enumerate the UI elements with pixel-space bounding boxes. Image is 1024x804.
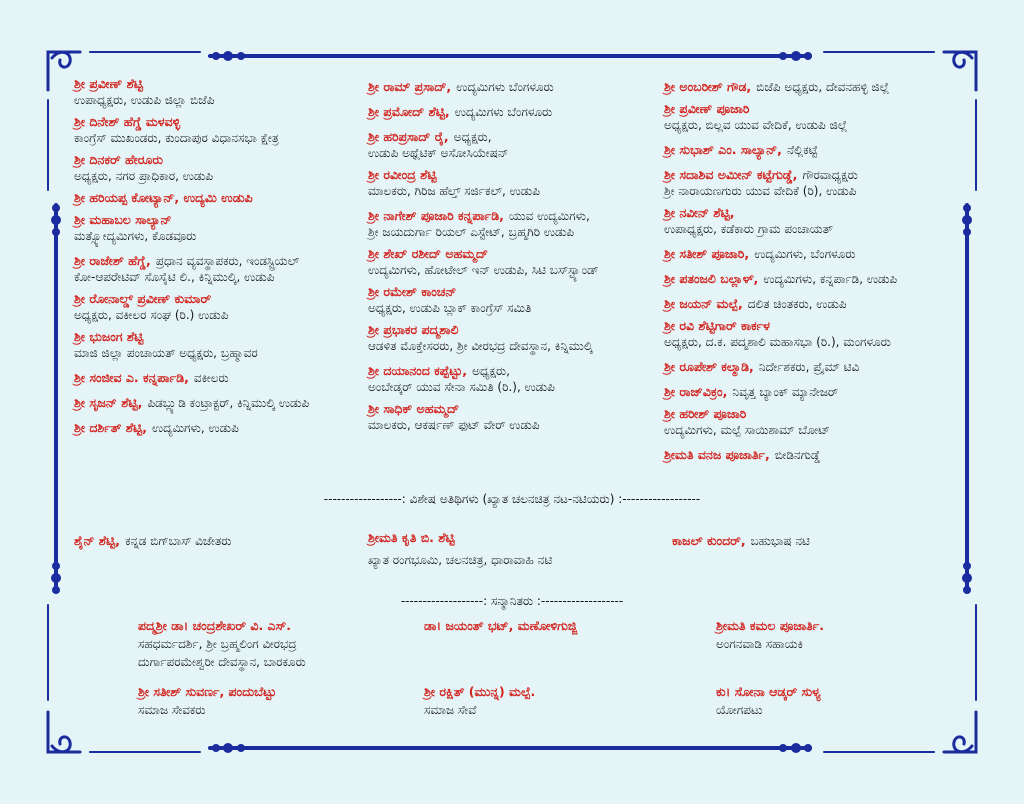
honoree-desc: ಅಂಗನವಾಡಿ ಸಹಾಯಕಿ [716, 637, 804, 651]
list-item [368, 167, 668, 199]
list-item [664, 356, 964, 375]
list-item [664, 268, 964, 287]
person-name: ಶ್ರೀ ಸಾಧಿಕ್ ಅಹಮ್ಮದ್ [368, 401, 460, 416]
person-name: ಶ್ರೀ ರಾಜೇಶ್ ಹೆಗ್ಡೆ, [74, 253, 151, 268]
person-inline-desc: ದಲಿತ ಚಿಂತಕರು, ಉಡುಪಿ [747, 297, 847, 311]
person-desc: ಕಾಂಗ್ರೆಸ್ ಮುಖಂಡರು, ಕುಂದಾಪುರ ವಿಧಾನಸಭಾ ಕ್ಷೇತ್ರ [74, 131, 279, 145]
person-inline-desc: ಗೌರವಾಧ್ಯಕ್ಷರು [802, 168, 858, 182]
person-inline-desc: ಬಿಜೆಪಿ ಅಧ್ಯಕ್ಷರು, ದೇವನಹಳ್ಳಿ ಜಿಲ್ಲೆ [756, 80, 890, 94]
list-item [74, 76, 374, 108]
guest-name: ಕಾಜಲ್ ಕುಂದರ್, [672, 533, 746, 548]
person-inline-desc: ಉದ್ಯಮಿಗಳು, ಕನ್ನರ್ಪಾಡಿ, ಉಡುಪಿ [763, 272, 898, 286]
list-item [74, 291, 374, 323]
person-name: ಶ್ರೀ ನಾಗೇಶ್ ಪೂಜಾರಿ ಕನ್ನರ್ಪಾಡಿ, [368, 208, 504, 223]
person-inline-desc: ಉದ್ಯಮಿಗಳು ಬೆಂಗಳೂರು [456, 80, 554, 94]
person-name: ಶ್ರೀ ಪ್ರವೀಣ್ ಪೂಜಾರಿ [664, 101, 750, 116]
person-name: ಶ್ರೀ ರವಿ ಶೆಟ್ಟಿಗಾರ್ ಕಾರ್ಕಳ [664, 318, 770, 333]
honorees-heading: -------------------: ಸನ್ಮಾನಿತರು :------------------- [400, 594, 624, 608]
person-name: ಶ್ರೀ ಅಂಬರೀಶ್ ಗೌಡ, [664, 79, 752, 94]
honoree-item [424, 684, 535, 718]
person-inline-desc: ಪಿಡಬ್ಲ್ಯುಡಿ ಕಂಟ್ರಾಕ್ಟರ್, ಕಿನ್ನಿಮುಲ್ಕಿ ಉಡುಪಿ [147, 396, 310, 410]
honoree-name: ಶ್ರೀ ರಕ್ಷಿತ್ (ಮುನ್ನ) ಮಲ್ಪೆ. [424, 684, 536, 699]
list-item [74, 190, 374, 206]
list-item [664, 318, 964, 350]
person-inline-desc: ನೆಲ್ಲಿಕಟ್ಟೆ [786, 143, 818, 157]
guest-desc: ಬಹುಭಾಷ ನಟಿ [750, 534, 810, 548]
organizers-column-1 [74, 76, 374, 442]
person-name: ಶ್ರೀ ಹರಿಯಪ್ಪ ಕೋಟ್ಯಾನ್, ಉದ್ಯಮಿ ಉಡುಪಿ [74, 190, 253, 205]
honoree-item [716, 618, 824, 652]
guest-item [74, 530, 231, 549]
list-item [368, 401, 668, 433]
person-inline-desc: ನಿವೃತ್ತ ಬ್ಯಾಂಕ್ ಮ್ಯಾನೇಜರ್ [732, 385, 839, 399]
person-desc: ಅಧ್ಯಕ್ಷರು, ಉಡುಪಿ ಬ್ಲಾಕ್ ಕಾಂಗ್ರೆಸ್ ಸಮಿತಿ [368, 301, 532, 315]
honoree-item [138, 684, 276, 718]
list-item [74, 392, 374, 411]
list-item [74, 417, 374, 436]
person-inline-desc: ಉದ್ಯಮಿಗಳು, ಉಡುಪಿ [152, 421, 239, 435]
person-inline-desc: ಬೀಡಿನಗುಡ್ಡೆ [774, 448, 821, 462]
honoree-name: ಶ್ರೀಮತಿ ಕಮಲ ಪೂಜಾರ್ತಿ. [716, 618, 824, 633]
person-name: ಶ್ರೀ ರವೀಂದ್ರ ಶೆಟ್ಟಿ [368, 167, 437, 182]
person-inline-desc: ವಕೀಲರು [193, 371, 229, 385]
list-item [74, 114, 374, 146]
person-desc: ಮತ್ಸ್ಯೋದ್ಯಮಿಗಳು, ಕೊಡವೂರು [74, 229, 197, 243]
person-name: ಶ್ರೀ ಶೇಖ್ ರಶೀದ್ ಅಹಮ್ಮದ್ [368, 246, 488, 261]
person-name: ಶ್ರೀ ಜಯನ್ ಮಲ್ಪೆ, [664, 296, 743, 311]
honoree-desc: ದುರ್ಗಾಪರಮೇಶ್ವರೀ ದೇವಸ್ಥಾನ, ಬಾರಕೂರು [138, 655, 306, 669]
list-item [368, 205, 668, 240]
list-item [664, 293, 964, 312]
list-item [368, 126, 668, 161]
person-desc: ಅಧ್ಯಕ್ಷರು, ವಕೀಲರ ಸಂಘ (ರಿ.) ಉಡುಪಿ [74, 308, 229, 322]
person-inline-desc: ಅಧ್ಯಕ್ಷರು, [453, 130, 492, 144]
honoree-name: ಪದ್ಮಶ್ರೀ ಡಾ। ಚಂದ್ರಶೇಖರ್ ವಿ. ಎಸ್. [138, 618, 292, 633]
person-desc: ಆಡಳಿತ ಮೊಕ್ತೇಸರರು, ಶ್ರೀ ವೀರಭದ್ರ ದೇವಸ್ಥಾನ, ಕಿನ್ನಿಮುಲ್ಕಿ [368, 339, 593, 353]
person-inline-desc: ಅಧ್ಯಕ್ಷರು, [472, 364, 510, 378]
person-name: ಶ್ರೀ ಸದಾಶಿವ ಅಮೀನ್ ಕಟ್ಟೆಗುಡ್ಡೆ, [664, 167, 798, 182]
list-item [368, 360, 668, 395]
guest-name: ಶ್ರೀಮತಿ ಕೃತಿ ಬಿ. ಶೆಟ್ಟಿ [368, 530, 455, 545]
list-item [74, 152, 374, 184]
person-desc: ಅಧ್ಯಕ್ಷರು, ಬಿಲ್ಲವ ಯುವ ವೇದಿಕೆ, ಉಡುಪಿ ಜಿಲ್ಲೆ [664, 118, 848, 132]
person-inline-desc: ಉದ್ಯಮಿಗಳು, ಬೆಂಗಳೂರು [754, 247, 856, 261]
list-item [368, 322, 668, 354]
person-name: ಶ್ರೀ ಹರೀಶ್ ಪೂಜಾರಿ [664, 406, 747, 421]
person-name: ಶ್ರೀ ದರ್ಶಿತ್ ಶೆಟ್ಟಿ, [74, 420, 147, 435]
honoree-name: ಶ್ರೀ ಸತೀಶ್ ಸುವರ್ಣ, ಪಂದುಬೆಟ್ಟು [138, 684, 277, 699]
guest-item [368, 530, 552, 568]
person-name: ಶ್ರೀ ಪತಂಜಲಿ ಬಲ್ಲಾಳ್, [664, 271, 759, 286]
special-guests-heading: ------------------: ವಿಶೇಷ ಅತಿಥಿಗಳು (ಖ್ಯಾತ ಚಲನಚಿತ್ರ ನಟ-ನಟಿಯರು) :------------------ [323, 492, 701, 506]
honoree-desc: ಯೋಗಪಟು [716, 703, 763, 717]
person-desc: ಶ್ರೀ ನಾರಾಯಣಗುರು ಯುವ ವೇದಿಕೆ (ರಿ), ಉಡುಪಿ [664, 184, 857, 198]
person-name: ಶ್ರೀಮತಿ ವನಜ ಪೂಜಾರ್ತಿ, [664, 447, 770, 462]
honoree-desc: ಸಹಧರ್ಮದರ್ಶಿ, ಶ್ರೀ ಬ್ರಹ್ಮಲಿಂಗ ವೀರಭದ್ರ [138, 637, 297, 651]
list-item [664, 205, 964, 237]
person-name: ಶ್ರೀ ನವೀನ್ ಶೆಟ್ಟಿ, [664, 205, 735, 220]
person-desc: ಉದ್ಯಮಿಗಳು, ಮಲ್ಪೆ ಸಾಯಿಶಾಮ್ ಬೋಟ್ [664, 423, 830, 437]
person-inline-desc: ಪ್ರಧಾನ ವ್ಯವಸ್ಥಾಪಕರು, ಇಂಡಸ್ಟ್ರಿಯಲ್ [155, 254, 300, 268]
person-desc: ಅಧ್ಯಕ್ಷರು, ದ.ಕ. ಪದ್ಮಶಾಲಿ ಮಹಾಸಭಾ (ರಿ.), ಮಂಗಳೂರು [664, 335, 891, 349]
honoree-desc: ಸಮಾಜ ಸೇವೆ [424, 703, 477, 717]
person-name: ಶ್ರೀ ಸುಭಾಶ್ ಎಂ. ಸಾಲ್ಯಾನ್, [664, 142, 782, 157]
person-desc: ಮಾಲಕರು, ಗಿರಿಜ ಹೆಲ್ತ್ ಸರ್ಜಿಕಲ್, ಉಡುಪಿ [368, 184, 540, 198]
list-item [368, 246, 668, 278]
list-item [664, 381, 964, 400]
honoree-item [424, 618, 577, 634]
list-item [74, 212, 374, 244]
honoree-desc: ಸಮಾಜ ಸೇವಕರು [138, 703, 206, 717]
person-desc: ಅಧ್ಯಕ್ಷರು, ನಗರ ಪ್ರಾಧಿಕಾರ, ಉಡುಪಿ [74, 169, 214, 183]
person-inline-desc: ನಿರ್ದೇಶಕರು, ಪ್ರೈಮ್ ಟಿವಿ [758, 360, 860, 374]
list-item [74, 250, 374, 285]
person-name: ಶ್ರೀ ಹರಿಪ್ರಸಾದ್ ರೈ, [368, 129, 449, 144]
person-desc: ಉಡುಪಿ ಅಥ್ಲೆಟಿಕ್ ಅಸೋಸಿಯೇಷನ್ [368, 146, 509, 160]
list-item [664, 101, 964, 133]
person-name: ಶ್ರೀ ಪ್ರಭಾಕರ ಪದ್ಮಶಾಲಿ [368, 322, 459, 337]
person-desc: ಶ್ರೀ ಜಯದುರ್ಗಾ ರಿಯಲ್ ಎಸ್ಟೇಟ್, ಬ್ರಹ್ಮಗಿರಿ ಉಡುಪಿ [368, 225, 575, 239]
person-desc: ಉಪಾಧ್ಯಕ್ಷರು, ಉಡುಪಿ ಜಿಲ್ಲಾ ಬಿಜೆಪಿ [74, 93, 215, 107]
list-item [368, 284, 668, 316]
honoree-name: ಡಾ। ಜಯಂತ್ ಭಟ್, ಮಣೋಳಿಗುಜ್ಜಿ [424, 618, 578, 633]
person-inline-desc: ಯುವ ಉದ್ಯಮಿಗಳು, [508, 209, 590, 223]
person-name: ಶ್ರೀ ರೂಪೇಶ್ ಕಲ್ಮಾಡಿ, [664, 359, 754, 374]
person-name: ಶ್ರೀ ಭುಜಂಗ ಶೆಟ್ಟಿ [74, 329, 144, 344]
person-name: ಶ್ರೀ ಪ್ರವೀಣ್ ಶೆಟ್ಟಿ [74, 76, 143, 91]
person-name: ಶ್ರೀ ದಯಾನಂದ ಕಪ್ಪೆಟ್ಟು, [368, 363, 468, 378]
honoree-item [138, 618, 306, 670]
person-name: ಶ್ರೀ ರಾಮ್ ಪ್ರಸಾದ್, [368, 79, 452, 94]
person-desc: ಮಾಜಿ ಜಿಲ್ಲಾ ಪಂಚಾಯತ್ ಅಧ್ಯಕ್ಷರು, ಬ್ರಹ್ಮಾವರ [74, 346, 258, 360]
person-inline-desc: ಉದ್ಯಮಿಗಳು ಬೆಂಗಳೂರು [454, 105, 553, 119]
person-name: ಶ್ರೀ ದಿನಕರ್ ಹೇರೂರು [74, 152, 163, 167]
honoree-item [716, 684, 821, 718]
organizers-column-2 [368, 76, 668, 439]
person-desc: ಉದ್ಯಮಿಗಳು, ಹೋಟೇಲ್ ಇನ್ ಉಡುಪಿ, ಸಿಟಿ ಬಸ್‌ಸ್ಟ್ಯಾಂಡ್ [368, 263, 599, 277]
list-item [664, 243, 964, 262]
person-name: ಶ್ರೀ ಪ್ರಮೋದ್ ಶೆಟ್ಟಿ, [368, 104, 450, 119]
list-item [664, 164, 964, 199]
guest-name: ಶೈನ್ ಶೆಟ್ಟಿ, [74, 533, 120, 548]
list-item [664, 406, 964, 438]
list-item [664, 76, 964, 95]
person-name: ಶ್ರೀ ಮಹಾಬಲ ಸಾಲ್ಯಾನ್ [74, 212, 172, 227]
list-item [74, 329, 374, 361]
list-item [74, 367, 374, 386]
guest-item [672, 530, 810, 549]
person-name: ಶ್ರೀ ಸೃಜನ್ ಶೆಟ್ಟಿ, [74, 395, 143, 410]
guest-desc: ಕನ್ನಡ ಬಿಗ್‌ಬಾಸ್ ವಿಜೇತರು [125, 534, 232, 548]
person-desc: ಅಂಬೇಡ್ಕರ್ ಯುವ ಸೇನಾ ಸಮಿತಿ (ರಿ.), ಉಡುಪಿ [368, 380, 555, 394]
list-item [664, 139, 964, 158]
person-name: ಶ್ರೀ ಸಂಜೀವ ಎ. ಕನ್ನರ್ಪಾಡಿ, [74, 370, 189, 385]
list-item [368, 76, 668, 95]
person-name: ಶ್ರೀ ರಮೇಶ್ ಕಾಂಚನ್ [368, 284, 457, 299]
person-name: ಶ್ರೀ ರಾಜ್‌ವಿಕ್ರಂ, [664, 384, 728, 399]
guest-desc: ಖ್ಯಾತ ರಂಗಭೂಮಿ, ಚಲನಚಿತ್ರ, ಧಾರಾವಾಹಿ ನಟಿ [368, 553, 553, 567]
honoree-name: ಕು। ಸೋನಾ ಆಡ್ಕರ್ ಸುಳ್ಯ [716, 684, 821, 699]
person-name: ಶ್ರೀ ರೋನಾಲ್ಡ್ ಪ್ರವೀಣ್ ಕುಮಾರ್ [74, 291, 212, 306]
organizers-column-3 [664, 76, 964, 469]
person-name: ಶ್ರೀ ದಿನೇಶ್ ಹೆಗ್ಡೆ ಮಳವಳ್ಳಿ [74, 114, 181, 129]
person-desc: ಮಾಲಕರು, ಆಕರ್ಷಣ್ ಫುಟ್ ವೇರ್ ಉಡುಪಿ [368, 418, 540, 432]
person-desc: ಕೋ-ಆಪರೇಟಿವ್ ಸೊಸೈಟಿ ಲಿ., ಕಿನ್ನಿಮುಲ್ಕಿ, ಉಡುಪಿ [74, 270, 275, 284]
person-desc: ಉಪಾಧ್ಯಕ್ಷರು, ಕಡೆಕಾರು ಗ್ರಾಮ ಪಂಚಾಯತ್ [664, 222, 833, 236]
list-item [368, 101, 668, 120]
person-name: ಶ್ರೀ ಸತೀಶ್ ಪೂಜಾರಿ, [664, 246, 750, 261]
list-item [664, 444, 964, 463]
